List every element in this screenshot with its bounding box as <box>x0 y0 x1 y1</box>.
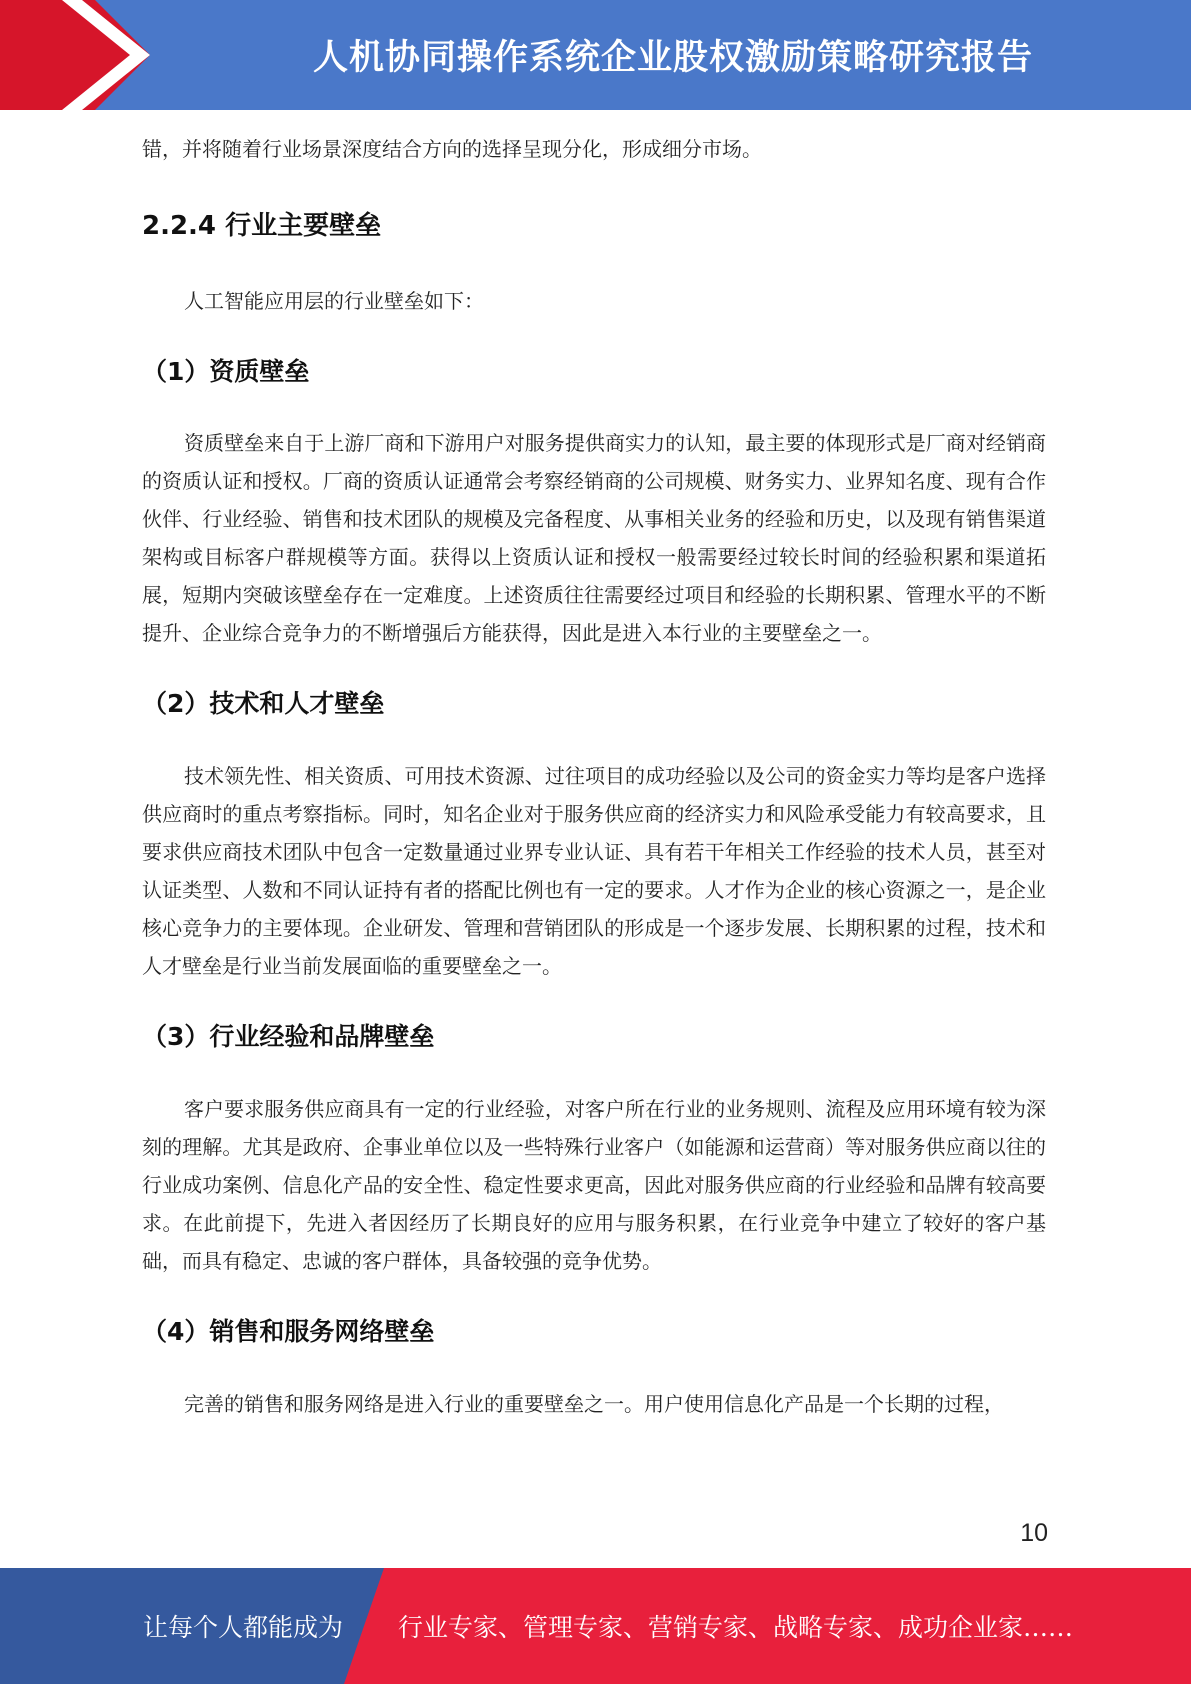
intro-paragraph: 人工智能应用层的行业壁垒如下： <box>184 289 484 313</box>
barrier-body-2: 技术领先性、相关资质、可用技术资源、过往项目的成功经验以及公司的资金实力等均是客户选择供应商时的重点考察指标。同时，知名企业对于服务供应商的经济实力和风险承受能力有较高要求，且要求供应商技术团队中包含一定数量通过业界专业认证、具有若干年相关工作经验的技术人员，甚至对认证类型、人数和不同认证持有者的搭配比例也有一定的要求。人才作为企业的核心资源之一，是企业核心竞争力的主要体现。企业研发、管理和营销团队的形成是一个逐步发展、长期积累的过程，技术和人才壁垒是行业当前发展面临的重要壁垒之一。 <box>142 764 1046 978</box>
report-title: 人机协同操作系统企业股权激励策略研究报告 <box>312 38 1033 78</box>
document-body <box>142 130 1046 1423</box>
footer-slogan-right: 行业专家、管理专家、营销专家、战略专家、成功企业家…… <box>398 1613 1074 1642</box>
page-number: 10 <box>1020 1519 1048 1547</box>
barrier-heading-1: （1）资质壁垒 <box>142 357 310 386</box>
section-heading: 2.2.4 行业主要壁垒 <box>142 211 382 241</box>
header-chevron-graphic <box>0 0 160 110</box>
barrier-heading-2: （2）技术和人才壁垒 <box>142 689 385 718</box>
barrier-body-3: 客户要求服务供应商具有一定的行业经验，对客户所在行业的业务规则、流程及应用环境有较为深刻的理解。尤其是政府、企事业单位以及一些特殊行业客户（如能源和运营商）等对服务供应商以往的行业成功案例、信息化产品的安全性、稳定性要求更高，因此对服务供应商的行业经验和品牌有较高要求。在此前提下，先进入者因经历了长期良好的应用与服务积累，在行业竞争中建立了较好的客户基础，而具有稳定、忠诚的客户群体，具备较强的竞争优势。 <box>142 1097 1046 1273</box>
continuation-paragraph: 错，并将随着行业场景深度结合方向的选择呈现分化，形成细分市场。 <box>142 137 762 161</box>
red-chevron <box>0 0 150 110</box>
barrier-heading-4: （4）销售和服务网络壁垒 <box>142 1317 435 1346</box>
barrier-body-1: 资质壁垒来自于上游厂商和下游用户对服务提供商实力的认知，最主要的体现形式是厂商对经销商的资质认证和授权。厂商的资质认证通常会考察经销商的公司规模、财务实力、业界知名度、现有合作伙伴、行业经验、销售和技术团队的规模及完备程度、从事相关业务的经验和历史，以及现有销售渠道架构或目标客户群规模等方面。获得以上资质认证和授权一般需要经过较长时间的经验积累和渠道拓展，短期内突破该壁垒存在一定难度。上述资质往往需要经过项目和经验的长期积累、管理水平的不断提升、企业综合竞争力的不断增强后方能获得，因此是进入本行业的主要壁垒之一。 <box>142 431 1046 645</box>
barrier-heading-3: （3）行业经验和品牌壁垒 <box>142 1022 435 1051</box>
header-banner <box>0 0 1191 110</box>
footer-banner <box>0 1568 1191 1684</box>
footer-slogan-left: 让每个人都能成为 <box>143 1613 344 1642</box>
barrier-body-4: 完善的销售和服务网络是进入行业的重要壁垒之一。用户使用信息化产品是一个长期的过程， <box>184 1392 1004 1416</box>
